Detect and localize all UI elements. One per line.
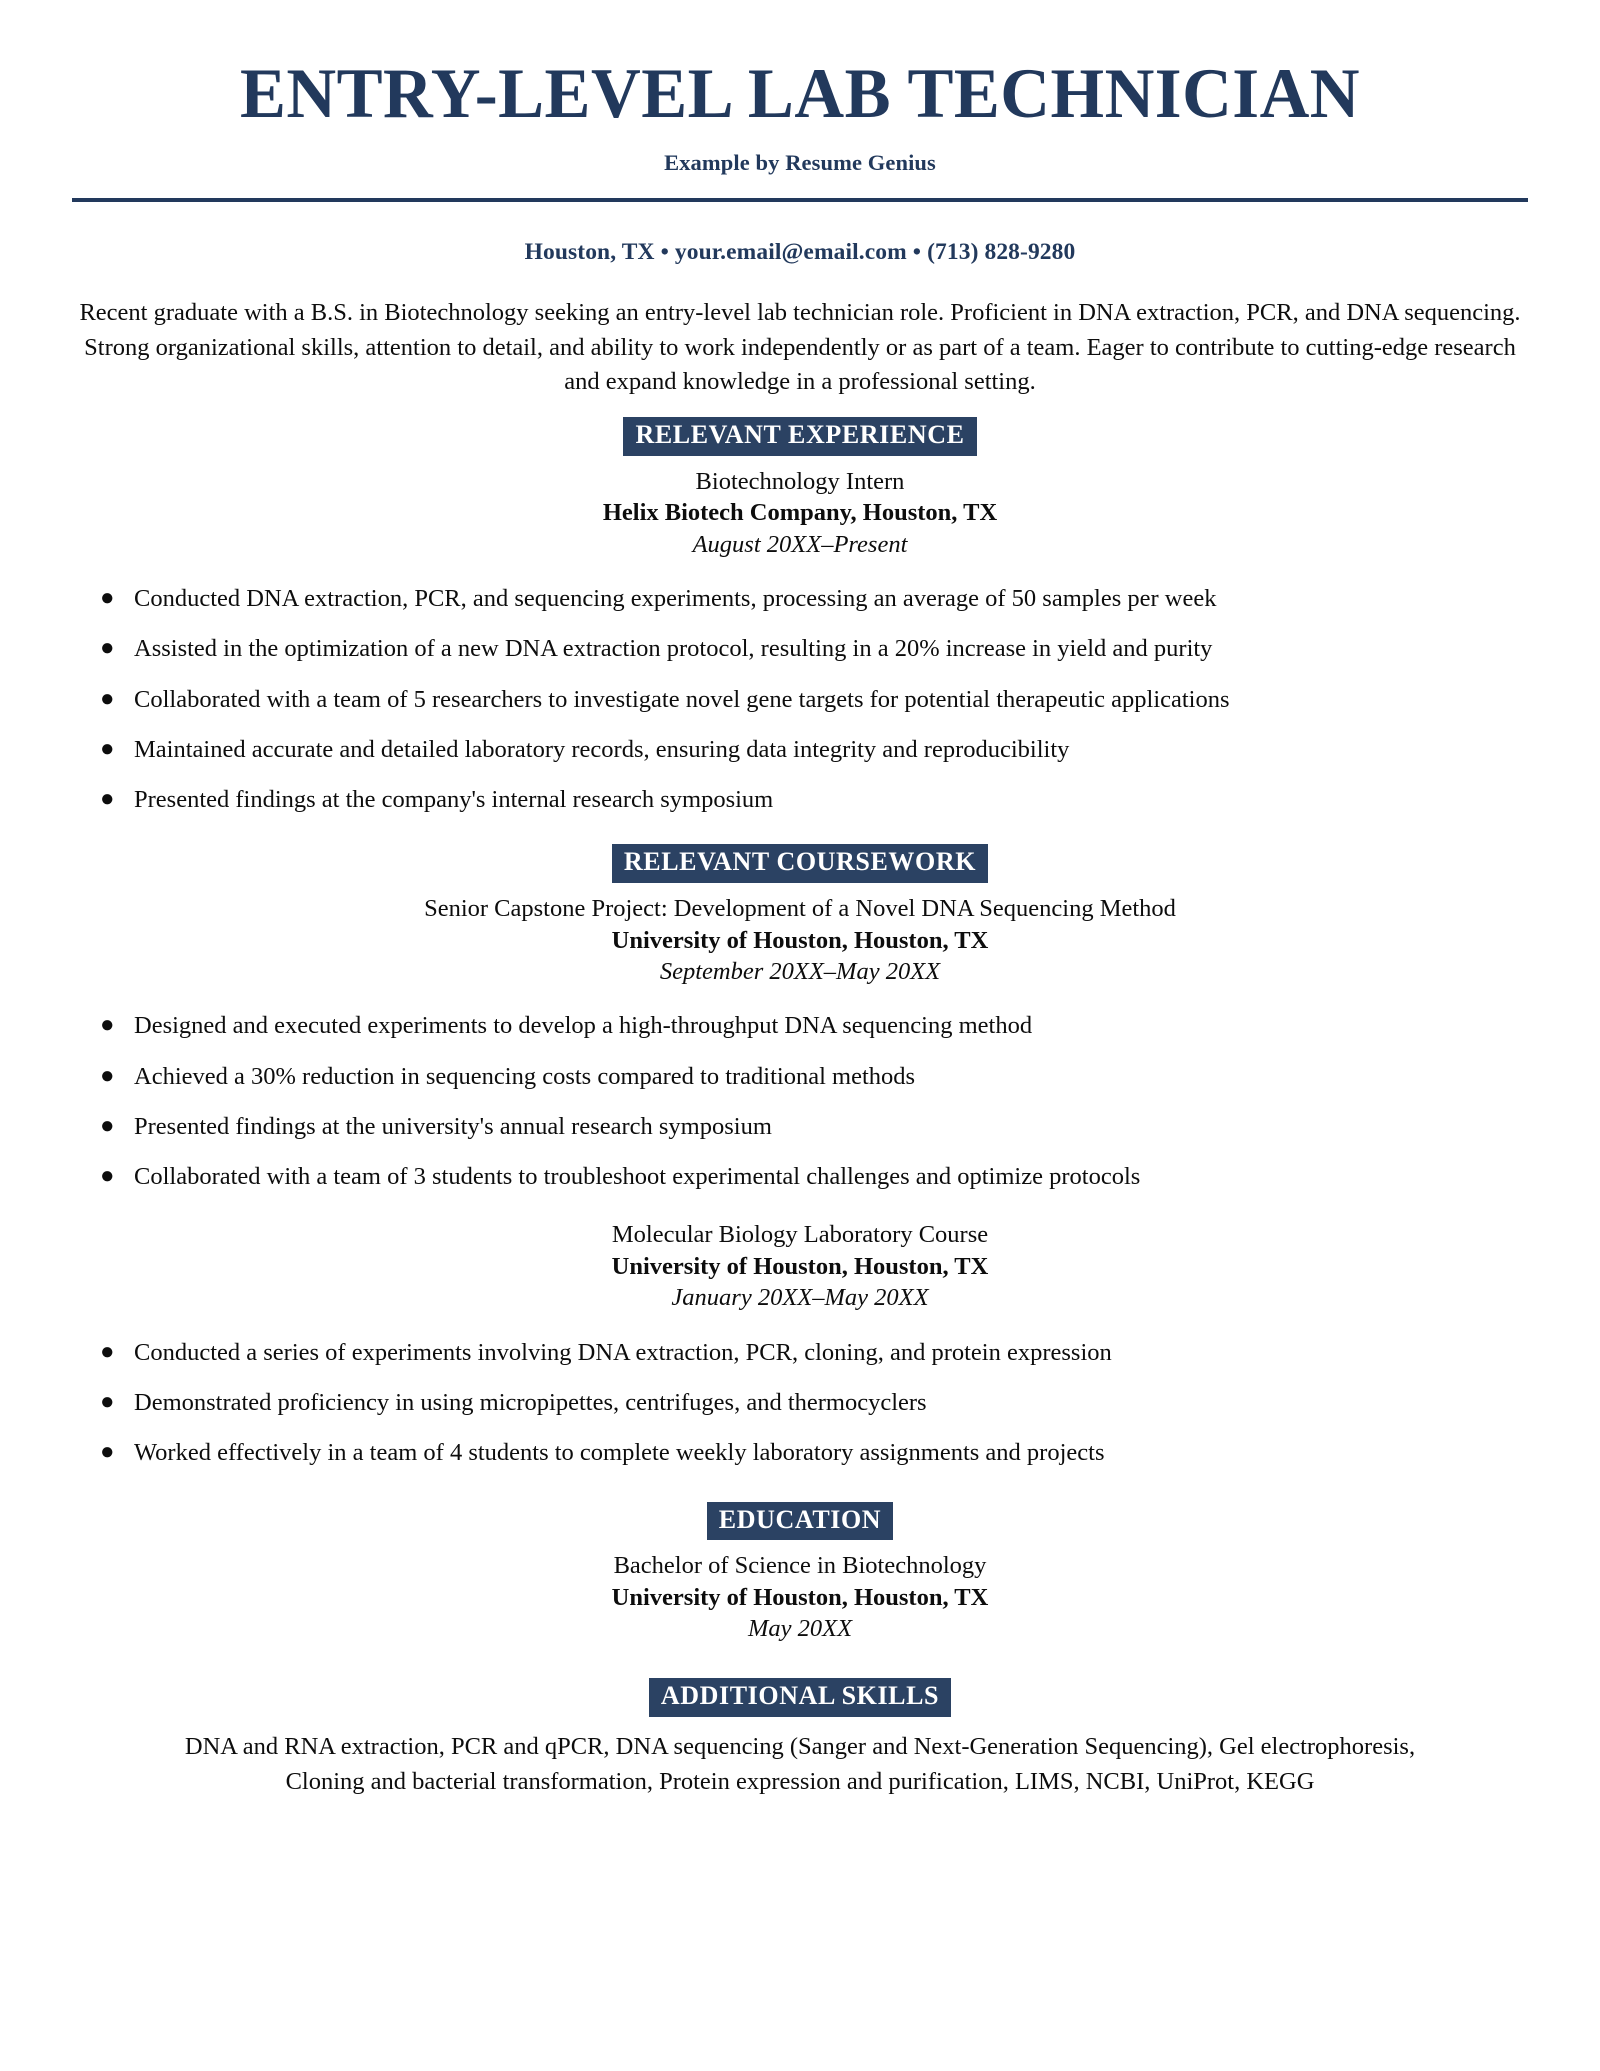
contact-separator-1: • <box>660 238 669 265</box>
list-item-text: Assisted in the optimization of a new DNA extraction protocol, resulting in a 20% increase in yield and purity <box>134 635 1213 663</box>
bullet-dot-icon: ● <box>100 1388 115 1415</box>
list-item <box>56 1060 1544 1093</box>
section-title-experience: RELEVANT EXPERIENCE <box>623 417 976 456</box>
section-title-skills: ADDITIONAL SKILLS <box>649 1678 951 1717</box>
resume-subtitle: Example by Resume Genius <box>664 149 936 175</box>
list-item <box>56 783 1544 816</box>
list-item-text: Designed and executed experiments to develop a high-throughput DNA sequencing method <box>134 1012 1033 1040</box>
list-item <box>56 632 1544 665</box>
bullet-dot-icon: ● <box>100 1338 115 1365</box>
section-skills-header <box>0 1678 1600 1717</box>
coursework-1-bullet-list <box>56 1009 1544 1193</box>
bullet-dot-icon: ● <box>100 584 115 611</box>
list-item-text: Presented findings at the company's internal research symposium <box>134 786 774 814</box>
header-divider <box>72 198 1528 202</box>
skills-text: DNA and RNA extraction, PCR and qPCR, DNA sequencing (Sanger and Next-Generation Sequencing), Gel electrophoresis, Cloning and bacterial transformation, Protein expression and purification, LIMS, NCBI, UniProt, KEGG <box>184 1732 1416 1795</box>
bullet-dot-icon: ● <box>100 1112 115 1139</box>
coursework-entry-2 <box>0 1219 1600 1313</box>
list-item <box>56 683 1544 716</box>
contact-separator-2: • <box>912 238 922 265</box>
list-item-text: Conducted DNA extraction, PCR, and sequencing experiments, processing an average of 50 samples per week <box>134 584 1217 612</box>
experience-organization: Helix Biotech Company, Houston, TX <box>602 499 998 527</box>
list-item-text: Collaborated with a team of 3 students to troubleshoot experimental challenges and optimize protocols <box>134 1163 1141 1191</box>
page-title: ENTRY-LEVEL LAB TECHNICIAN <box>239 55 1361 133</box>
bullet-dot-icon: ● <box>100 1062 115 1089</box>
experience-role: Biotechnology Intern <box>695 467 905 495</box>
experience-bullet-list <box>56 582 1544 817</box>
professional-summary: Recent graduate with a B.S. in Biotechnology seeking an entry-level lab technician role. Proficient in DNA extraction, PCR, and DNA sequencing. Strong organizational skills, attention to detail, and ability to work independently or as part of a team. Eager to contribute to cutting-edge research and expand knowledge in a professional setting. <box>79 298 1521 396</box>
bullet-dot-icon: ● <box>100 685 115 712</box>
experience-dates: August 20XX–Present <box>692 530 908 558</box>
list-item <box>56 582 1544 615</box>
section-coursework-header <box>0 844 1600 883</box>
list-item-text: Demonstrated proficiency in using micropipettes, centrifuges, and thermocyclers <box>134 1388 927 1416</box>
coursework-2-organization: University of Houston, Houston, TX <box>611 1252 989 1280</box>
bullet-dot-icon: ● <box>100 735 115 762</box>
coursework-entry-1 <box>0 893 1600 987</box>
contact-location: Houston, TX <box>524 238 655 265</box>
bullet-dot-icon: ● <box>100 1439 115 1466</box>
section-title-coursework: RELEVANT COURSEWORK <box>612 844 988 883</box>
list-item <box>56 1436 1544 1469</box>
list-item <box>56 1160 1544 1193</box>
list-item-text: Maintained accurate and detailed laboratory records, ensuring data integrity and reproducibility <box>134 735 1070 763</box>
bullet-dot-icon: ● <box>100 635 115 662</box>
resume-header <box>0 0 1600 266</box>
list-item <box>56 1110 1544 1143</box>
contact-phone[interactable]: (713) 828-9280 <box>927 238 1076 265</box>
section-experience-header <box>0 417 1600 456</box>
experience-entry <box>0 466 1600 560</box>
education-school: University of Houston, Houston, TX <box>611 1583 989 1611</box>
list-item-text: Presented findings at the university's annual research symposium <box>134 1112 772 1140</box>
bullet-dot-icon: ● <box>100 1163 115 1190</box>
list-item <box>56 733 1544 766</box>
list-item-text: Conducted a series of experiments involving DNA extraction, PCR, cloning, and protein expression <box>134 1338 1112 1366</box>
list-item-text: Collaborated with a team of 5 researchers to investigate novel gene targets for potential therapeutic applications <box>134 685 1230 713</box>
coursework-1-role: Senior Capstone Project: Development of a Novel DNA Sequencing Method <box>424 895 1176 923</box>
education-degree: Bachelor of Science in Biotechnology <box>613 1552 987 1580</box>
list-item-text: Achieved a 30% reduction in sequencing costs compared to traditional methods <box>134 1062 916 1090</box>
education-entry <box>0 1550 1600 1644</box>
section-education-header <box>0 1502 1600 1541</box>
list-item <box>56 1386 1544 1419</box>
section-title-education: EDUCATION <box>707 1502 893 1541</box>
bullet-dot-icon: ● <box>100 786 115 813</box>
contact-email[interactable]: your.email@email.com <box>674 238 907 265</box>
coursework-1-dates: September 20XX–May 20XX <box>659 957 941 985</box>
contact-line <box>0 239 1600 266</box>
coursework-1-organization: University of Houston, Houston, TX <box>611 926 989 954</box>
education-dates: May 20XX <box>747 1614 853 1642</box>
list-item <box>56 1009 1544 1042</box>
coursework-2-bullet-list <box>56 1336 1544 1470</box>
bullet-dot-icon: ● <box>100 1012 115 1039</box>
coursework-2-dates: January 20XX–May 20XX <box>671 1284 929 1312</box>
list-item <box>56 1336 1544 1369</box>
coursework-2-role: Molecular Biology Laboratory Course <box>611 1221 989 1249</box>
list-item-text: Worked effectively in a team of 4 students to complete weekly laboratory assignments and projects <box>134 1439 1105 1467</box>
